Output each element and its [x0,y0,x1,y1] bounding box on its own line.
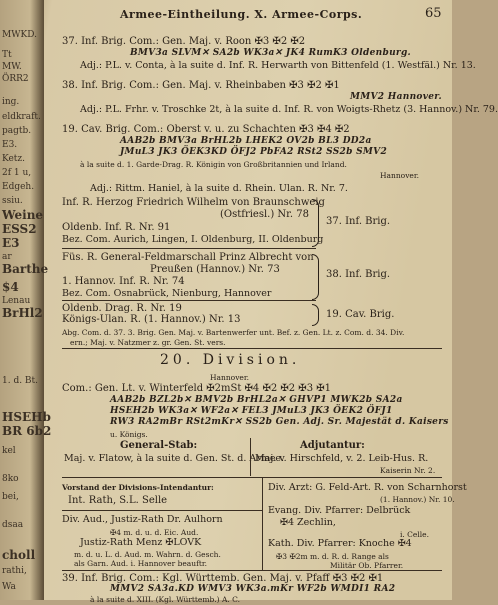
gutter-line: ar [2,252,12,262]
page-body [50,0,498,604]
gutter-line: eldkraft. [2,112,41,122]
gutter-line: MW. [2,62,22,72]
gutter-line: pagtb. [2,126,32,136]
unit-line: Preußen (Hannov.) Nr. 73 [150,264,280,275]
gutter-line: 8ko [2,474,19,484]
gutter-line: E3 [2,236,20,250]
change-note-2: ern.; Maj. v. Natzmer z. gr. Gen. St. vers. [70,338,226,347]
gutter-line: Wa [2,582,16,592]
page-number: 65 [425,6,442,21]
gutter-line: MWKD. [2,30,37,40]
brace [312,254,319,300]
adjutantur-sub: Kaiserin Nr. 2. [380,466,436,475]
evangelical-pastor-2: ✠4 Zechlin, [280,517,336,528]
cavalry-19-orders-2: JMuL3 JK3 ÖEK3KD ÖFJ2 PbFA2 RSt2 SS2b SMV2 [120,147,388,157]
brigade-38-orders: MMV2 Hannover. [350,92,442,102]
gutter-line: Barthe [2,262,49,276]
division-doctor-sub: (1. Hannov.) Nr. 10. [380,495,455,504]
brace-label-19: 19. Cav. Brig. [326,309,395,320]
gutter-line: 2f 1 u, [2,168,32,178]
catholic-pastor-2: ✠3 ✠2m m. d. R. d. Range als [276,552,389,561]
cavalry-19-location: Hannover. [380,171,420,180]
gutter-line: bei, [2,492,19,502]
gutter-line: dsaa [2,520,24,530]
brace [312,199,319,247]
cavalry-19-orders-1: AAB2b BMV3a BrHL2b LHEK2 OV2b BL3 DD2a [120,136,372,146]
gutter-line: BR 6b2 [2,424,52,438]
intendantur-title: Vorstand der Divisions-Intendantur: [62,483,214,492]
gutter-line: Edgeh. [2,182,35,192]
divider [62,300,316,301]
brigade-37-commander: 37. Inf. Brig. Com.: Gen. Maj. v. Roon ✠3 ✠2 ✠2 [62,36,306,47]
brigade-38-commander: 38. Inf. Brig. Com.: Gen. Maj. v. Rheinbaben ✠3 ✠2 ✠1 [62,80,340,91]
cavalry-19-commander: 19. Cav. Brig. Com.: Oberst v. u. zu Schachten ✠3 ✠4 ✠2 [62,124,350,135]
divider [62,348,442,349]
unit-line: Inf. R. Herzog Friedrich Wilhelm von Braunschweig [62,197,325,208]
auditor-5: als Garn. Aud. i. Hannover beauftr. [74,559,208,568]
division-orders-1: AAB2b BZL2b✕ BMV2b BrHL2a✕ GHVP1 MWK2b SA2a [110,395,403,405]
gutter-line: ÖRR2 [2,74,29,84]
unit-line: (Ostfriesl.) Nr. 78 [220,209,309,220]
left-page-edge [0,0,52,600]
divider [62,510,262,511]
adjutantur-title: Adjutantur: [300,440,365,451]
auditor-2: ✠4 m. d. u. d. Eic. Aud. [110,528,199,537]
division-orders-3: RW3 RA2mBr RSt2mKr✕ SS2b Gen. Adj. Sr. Majestät d. Kaisers [110,417,449,427]
brace [312,304,319,326]
gutter-line: E3. [2,140,18,150]
unit-line: Königs-Ulan. R. (1. Hannov.) Nr. 13 [62,314,241,325]
gutter-line: kel [2,446,16,456]
gutter-line: ing. [2,97,20,107]
divider [62,477,442,478]
division-orders-2: HSEH2b WK3a✕ WF2a✕ FEL3 JMuL3 JK3 ÖEK2 ÖFJ1 [110,406,393,416]
gutter-line: rathi, [2,566,27,576]
brigade-39-orders: MMV2 SA3a.KD WMV3 WK3a.mKr WF2b WMDI1 RA2 [110,584,396,594]
catholic-pastor-3: Militär Ob. Pfarrer. [330,561,404,570]
cavalry-19-regiment: à la suite d. 1. Garde-Drag. R. Königin von Großbritannien und Irland. [80,160,347,169]
brace-label-38: 38. Inf. Brig. [326,269,391,280]
cavalry-19-adjutant: Adj.: Rittm. Haniel, à la suite d. Rhein. Ulan. R. Nr. 7. [90,183,348,194]
gutter-line: Tt [2,50,12,60]
evangelical-pastor: Evang. Div. Pfarrer: Delbrück [268,505,411,516]
unit-line: Oldenb. Inf. R. Nr. 91 [62,222,171,233]
gutter-line: ESS2 [2,222,37,236]
unit-line: Oldenb. Drag. R. Nr. 19 [62,303,182,314]
division-commander: Com.: Gen. Lt. v. Winterfeld ✠2mSt ✠4 ✠2 ✠2 ✠3 ✠1 [62,383,331,394]
gutter-line: choll [2,548,36,562]
divider [62,570,442,571]
gutter-line: Ketz. [2,154,26,164]
division-location: Hannover. [210,373,250,382]
divider [62,248,316,249]
intendantur-name: Int. Rath, S.L. Selle [68,495,168,506]
brigade-39-note: à la suite d. XIII. (Kgl. Württemb.) A. C. [90,595,241,604]
unit-line: Bez. Com. Osnabrück, Nienburg, Hannover [62,288,272,299]
gutter-line: Weine [2,208,44,222]
divider [262,478,263,570]
division-doctor: Div. Arzt: G. Feld-Art. R. von Scharnhorst [268,482,467,493]
brigade-37-orders: BMV3a SLVM✕ SA2b WK3a✕ JK4 RumK3 Oldenburg. [130,48,411,58]
divider [250,438,251,476]
division-heading: 20. Division. [160,352,301,368]
unit-line: Bez. Com. Aurich, Lingen, I. Oldenburg, II. Oldenburg [62,234,324,245]
division-orders-4: u. Königs. [110,430,148,439]
gutter-line: HSEHb [2,410,51,424]
catholic-pastor: Kath. Div. Pfarrer: Knoche ✠4 [268,538,412,549]
gutter-line: Lenau [2,296,31,306]
change-note-1: Abg. Com. d. 37. 3. Brig. Gen. Maj. v. Bartenwerfer unt. Bef. z. Gen. Lt. z. Com. d. 34. Div. [62,328,405,337]
general-staff-name: Maj. v. Flatow, à la suite d. Gen. St. d. Armee. [64,453,285,464]
auditor-1: Div. Aud., Justiz-Rath Dr. Aulhorn [62,514,223,525]
adjutantur-name: Maj. v. Hirschfeld, v. 2. Leib-Hus. R. [255,453,429,464]
auditor-3: Justiz-Rath Menz ✠LOVK [80,537,202,548]
brigade-39-commander: 39. Inf. Brig. Com.: Kgl. Württemb. Gen. Maj. v. Pfaff ✠3 ✠2 ✠1 [62,573,384,584]
general-staff-title: General-Stab: [120,440,198,451]
auditor-4: m. d. u. L. d. Aud. m. Wahrn. d. Gesch. [74,550,221,559]
gutter-line: BrHl2 [2,306,43,320]
gutter-line: ssiu. [2,196,23,206]
brigade-37-adjutant: Adj.: P.L. v. Conta, à la suite d. Inf. R. Herwarth von Bittenfeld (1. Westfäl.) Nr. 13. [80,60,476,71]
gutter-line: $4 [2,280,19,294]
unit-line: 1. Hannov. Inf. R. Nr. 74 [62,276,185,287]
brigade-38-adjutant: Adj.: P.L. Frhr. v. Troschke 2t, à la suite d. Inf. R. von Woigts-Rhetz (3. Hannov.) Nr. 79. [80,104,498,115]
gutter-line: 1. d. Bt. [2,376,39,386]
brace-label-37: 37. Inf. Brig. [326,216,391,227]
evangelical-pastor-3: i. Celle. [400,530,429,539]
page-header-title: Armee-Eintheilung. X. Armee-Corps. [120,8,363,21]
unit-line: Füs. R. General-Feldmarschall Prinz Albrecht von [62,252,314,263]
